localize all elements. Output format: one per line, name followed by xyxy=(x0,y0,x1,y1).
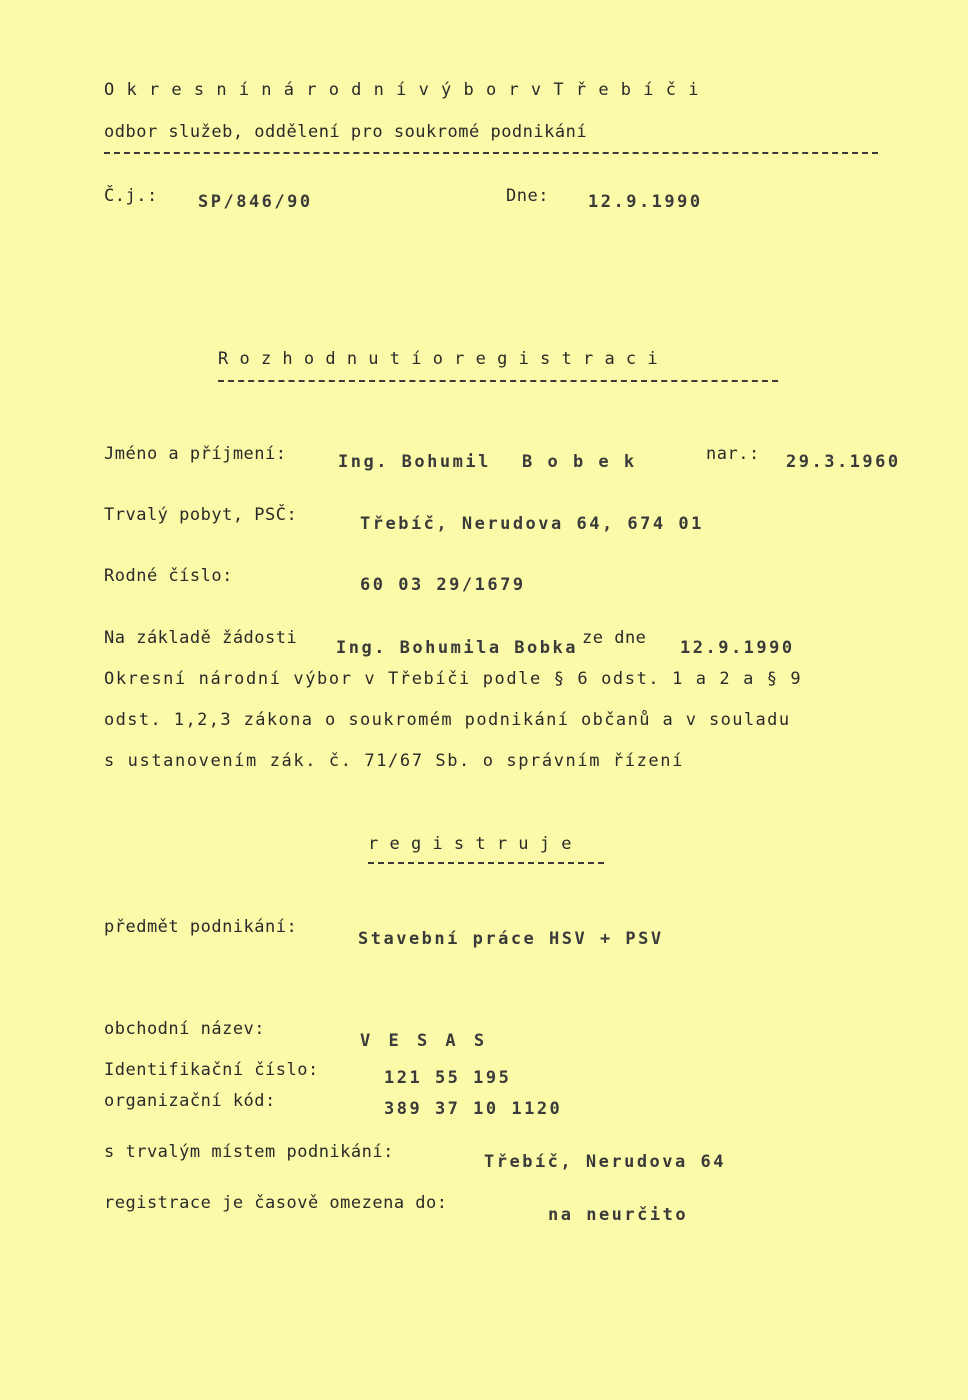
org-code-label: organizační kód: xyxy=(104,1091,276,1111)
place-value: Třebíč, Nerudova 64 xyxy=(484,1152,726,1172)
subject-value: Stavební práce HSV + PSV xyxy=(358,929,664,949)
ico-value: 121 55 195 xyxy=(384,1068,512,1088)
cj-label: Č.j.: xyxy=(104,186,158,206)
header-divider xyxy=(104,152,878,154)
date-value: 12.9.1990 xyxy=(588,192,703,212)
birth-value: 29.3.1960 xyxy=(786,452,901,472)
decision-underline xyxy=(368,862,604,864)
cj-value: SP/846/90 xyxy=(198,192,313,212)
body-line-4: s ustanovením zák. č. 71/67 Sb. o správním řízení xyxy=(104,751,684,771)
body-line-3: odst. 1,2,3 zákona o soukromém podnikání občanů a v souladu xyxy=(104,710,791,730)
body-line-2: Okresní národní výbor v Třebíči podle § 6 odst. 1 a 2 a § 9 xyxy=(104,669,803,689)
subject-label: předmět podnikání: xyxy=(104,917,298,937)
request-date-value: 12.9.1990 xyxy=(680,638,795,658)
name-value: Ing. Bohumil xyxy=(338,452,491,472)
birth-label: nar.: xyxy=(706,444,760,464)
surname-value: B o b e k xyxy=(522,452,637,472)
ze-dne-label: ze dne xyxy=(582,628,647,648)
birth-number-value: 60 03 29/1679 xyxy=(360,575,526,595)
title-underline xyxy=(218,380,778,382)
ico-label: Identifikační číslo: xyxy=(104,1060,319,1080)
decision-word: r e g i s t r u j e xyxy=(368,834,572,854)
applicant-value: Ing. Bohumila Bobka xyxy=(336,638,578,658)
basis-label: Na základě žádosti xyxy=(104,628,298,648)
trade-name-value: V E S A S xyxy=(360,1031,489,1051)
address-label: Trvalý pobyt, PSČ: xyxy=(104,505,298,525)
limit-label: registrace je časově omezena do: xyxy=(104,1193,448,1213)
name-label: Jméno a příjmení: xyxy=(104,444,287,464)
address-value: Třebíč, Nerudova 64, 674 01 xyxy=(360,514,704,534)
place-label: s trvalým místem podnikání: xyxy=(104,1142,394,1162)
limit-value: na neurčito xyxy=(548,1205,689,1225)
document-title: R o z h o d n u t í o r e g i s t r a c i xyxy=(218,349,659,369)
date-label: Dne: xyxy=(506,186,549,206)
department-name: odbor služeb, oddělení pro soukromé podnikání xyxy=(104,122,588,142)
org-code-value: 389 37 10 1120 xyxy=(384,1099,563,1119)
birth-number-label: Rodné číslo: xyxy=(104,566,233,586)
office-name: O k r e s n í n á r o d n í v ý b o r v T ř e b í č i xyxy=(104,80,700,100)
trade-name-label: obchodní název: xyxy=(104,1019,266,1039)
